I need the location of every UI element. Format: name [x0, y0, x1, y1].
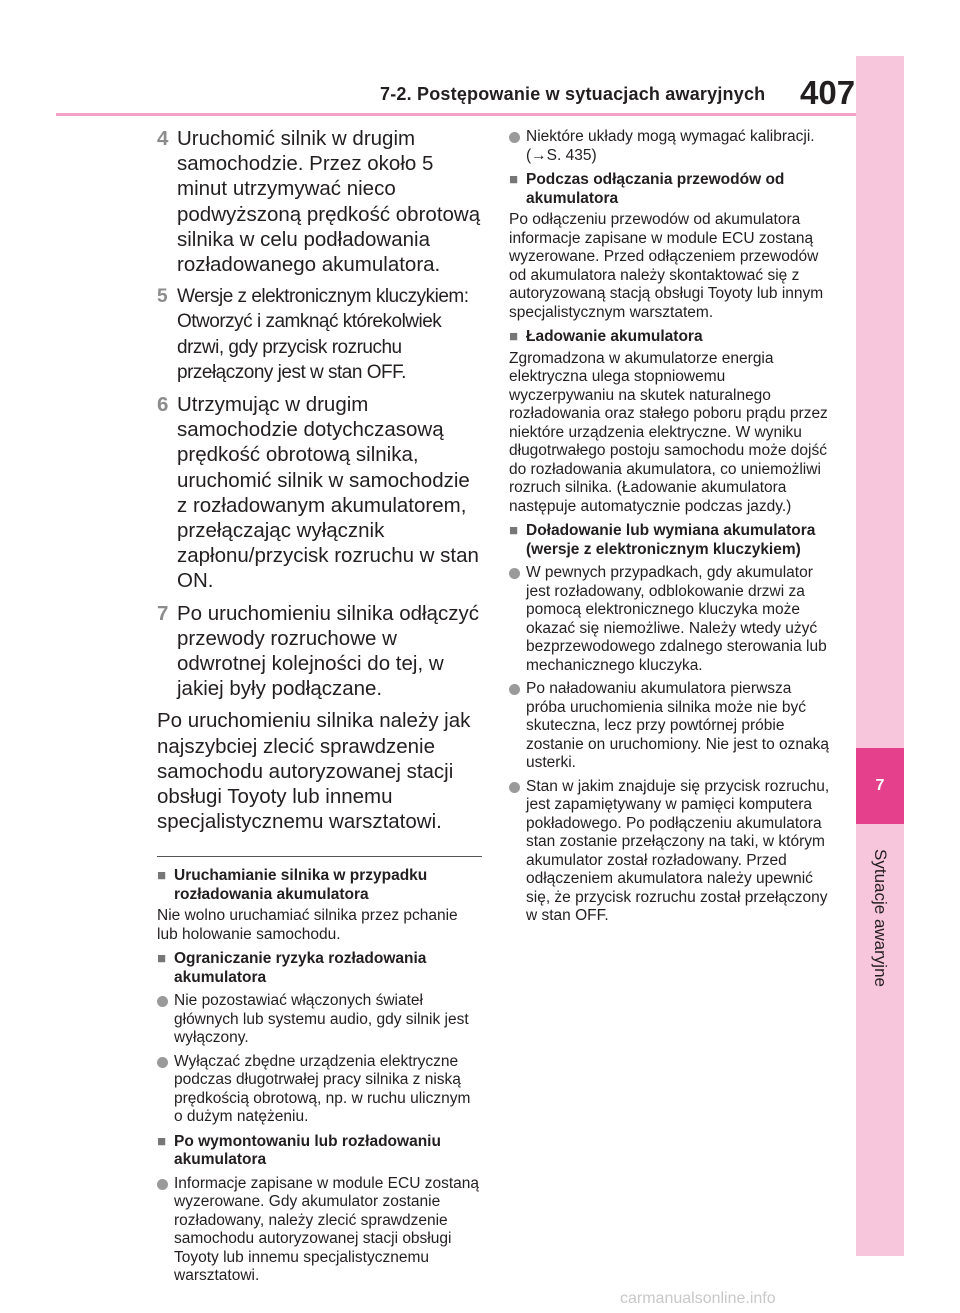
bullet-item: Stan w jakim znajduje się przycisk rozruchu, jest zapamiętywany w pamięci komputera pokładowego. Po podłączeniu akumulatora stan zostanie przełączony na taki, w którym akumulator został rozładowany. Przed odłączeniem akumulatora należy upewnić się, że przycisk rozruchu został przełączony w stan OFF. — [509, 778, 834, 926]
section-text: Nie wolno uruchamiać silnika przez pchanie lub holowanie samochodu. — [157, 907, 458, 943]
step-number: 7 — [157, 601, 169, 625]
step-4 — [157, 126, 482, 277]
bullet-item: Informacje zapisane w module ECU zostaną wyzerowane. Gdy akumulator zostanie rozładowany, należy zlecić sprawdzenie samochodu autoryzowanej stacji obsługi Toyoty lub innemu specjalistycznemu warsztatowi. — [157, 1175, 482, 1286]
square-bullet-icon: ■ — [157, 867, 167, 885]
chapter-number-tab[interactable]: 7 — [856, 748, 904, 824]
header-rule — [56, 113, 856, 116]
bullet-item: Nie pozostawiać włączonych świateł głównych lub systemu audio, gdy silnik jest wyłączony. — [157, 992, 482, 1048]
page-number: 407 — [800, 74, 856, 111]
square-bullet-icon: ■ — [509, 171, 519, 188]
step-number: 6 — [157, 393, 169, 417]
after-start-paragraph: Po uruchomieniu silnika należy jak najszybciej zlecić sprawdzenie samochodu autoryzowanej stacji obsługi Toyoty lub innemu specjalistycznemu warsztatowi. — [157, 709, 471, 834]
right-column — [509, 128, 834, 926]
section-title: ■ Podczas odłączania przewodów od akumulatora — [509, 171, 785, 207]
section-text: Po odłączeniu przewodów od akumulatora informacje zapisane w module ECU zostaną wyzerowane. Przed odłączeniem przewodów od akumulatora należy skontaktować się z autoryzowaną stacją obsługi Toyoty lub innym specjalistycznym warsztatem. — [509, 211, 824, 321]
square-bullet-icon: ■ — [157, 950, 167, 968]
bullet-item: Wyłączać zbędne urządzenia elektryczne podczas długotrwałej pracy silnika z niską prędkością obrotową, np. w ruchu ulicznym o dużym natężeniu. — [157, 1053, 482, 1127]
chapter-label: Sytuacje awaryjne — [871, 849, 890, 987]
square-bullet-icon: ■ — [509, 522, 519, 539]
step-7 — [157, 601, 482, 702]
circle-bullet-icon — [157, 1057, 168, 1068]
chapter-tab-strip — [856, 56, 904, 1256]
circle-bullet-icon — [157, 1179, 168, 1190]
bullet-item: Po naładowaniu akumulatora pierwsza próba uruchomienia silnika może nie być skuteczna, lecz przy powtórnej próbie zostanie on uruchomiony. Nie jest to oznaką usterki. — [509, 680, 834, 773]
step-text: Wersje z elektronicznym kluczykiem: Otworzyć i zamknąć którekolwiek drzwi, gdy przycisk rozruchu przełączony jest w stan OFF. — [177, 286, 469, 383]
circle-bullet-icon — [509, 568, 520, 579]
step-6 — [157, 392, 482, 594]
step-text: Uruchomić silnik w drugim samochodzie. Przez około 5 minut utrzymywać nieco podwyższoną prędkość obrotową silnika w celu podładowania rozładowanego akumulatora. — [177, 127, 481, 277]
section-title: ■ Po wymontowaniu lub rozładowaniu akumulatora — [157, 1132, 441, 1169]
section-header-title: 7-2. Postępowanie w sytuacjach awaryjnych — [380, 84, 766, 104]
step-number: 4 — [157, 127, 169, 150]
section-title: ■ Ograniczanie ryzyka rozładowania akumulatora — [157, 950, 427, 986]
step-text: Po uruchomieniu silnika odłączyć przewody rozruchowe w odwrotnej kolejności do tej, w jakiej były podłączane. — [177, 601, 479, 701]
section-title: ■ Ładowanie akumulatora — [509, 328, 703, 345]
circle-bullet-icon — [157, 996, 168, 1007]
section-title: ■ Doładowanie lub wymiana akumulatora (wersje z elektronicznym kluczykiem) — [509, 522, 816, 558]
bullet-item: W pewnych przypadkach, gdy akumulator jest rozładowany, odblokowanie drzwi za pomocą elektronicznego kluczyka może okazać się niemożliwe. Należy wtedy użyć bezprzewodowego zdalnego sterowania lub mechanicznego kluczyka. — [509, 564, 834, 675]
section-divider — [157, 856, 482, 857]
circle-bullet-icon — [509, 782, 520, 793]
section-title: ■ Uruchamianie silnika w przypadku rozładowania akumulatora — [157, 867, 428, 903]
circle-bullet-icon — [509, 684, 520, 695]
bullet-item: Niektóre układy mogą wymagać kalibracji. (→S. 435) — [509, 128, 834, 165]
step-number: 5 — [157, 286, 168, 308]
step-text: Utrzymując w drugim samochodzie dotychczasową prędkość obrotową silnika, uruchomić silnik w samochodzie z rozładowanym akumulatorem, przełączając wyłącznik zapłonu/przycisk rozruchu w stan ON. — [177, 393, 479, 593]
section-text: Zgromadzona w akumulatorze energia elektryczna ulega stopniowemu wyczerpywaniu na skutek naturalnego rozładowania oraz stałego poboru prądu przez niektóre urządzenia elektryczne. W wyniku długotrwałego postoju samochodu może dojść do rozładowania akumulatora, co uniemożliwi rozruch silnika. (Ładowanie akumulatora następuje automatycznie podczas jazdy.) — [509, 349, 828, 515]
square-bullet-icon: ■ — [509, 328, 519, 345]
step-5 — [157, 284, 482, 385]
square-bullet-icon: ■ — [157, 1132, 167, 1150]
left-column — [157, 126, 482, 1286]
footer-watermark: carmanualsonline.info — [620, 1290, 776, 1307]
circle-bullet-icon — [509, 132, 520, 143]
